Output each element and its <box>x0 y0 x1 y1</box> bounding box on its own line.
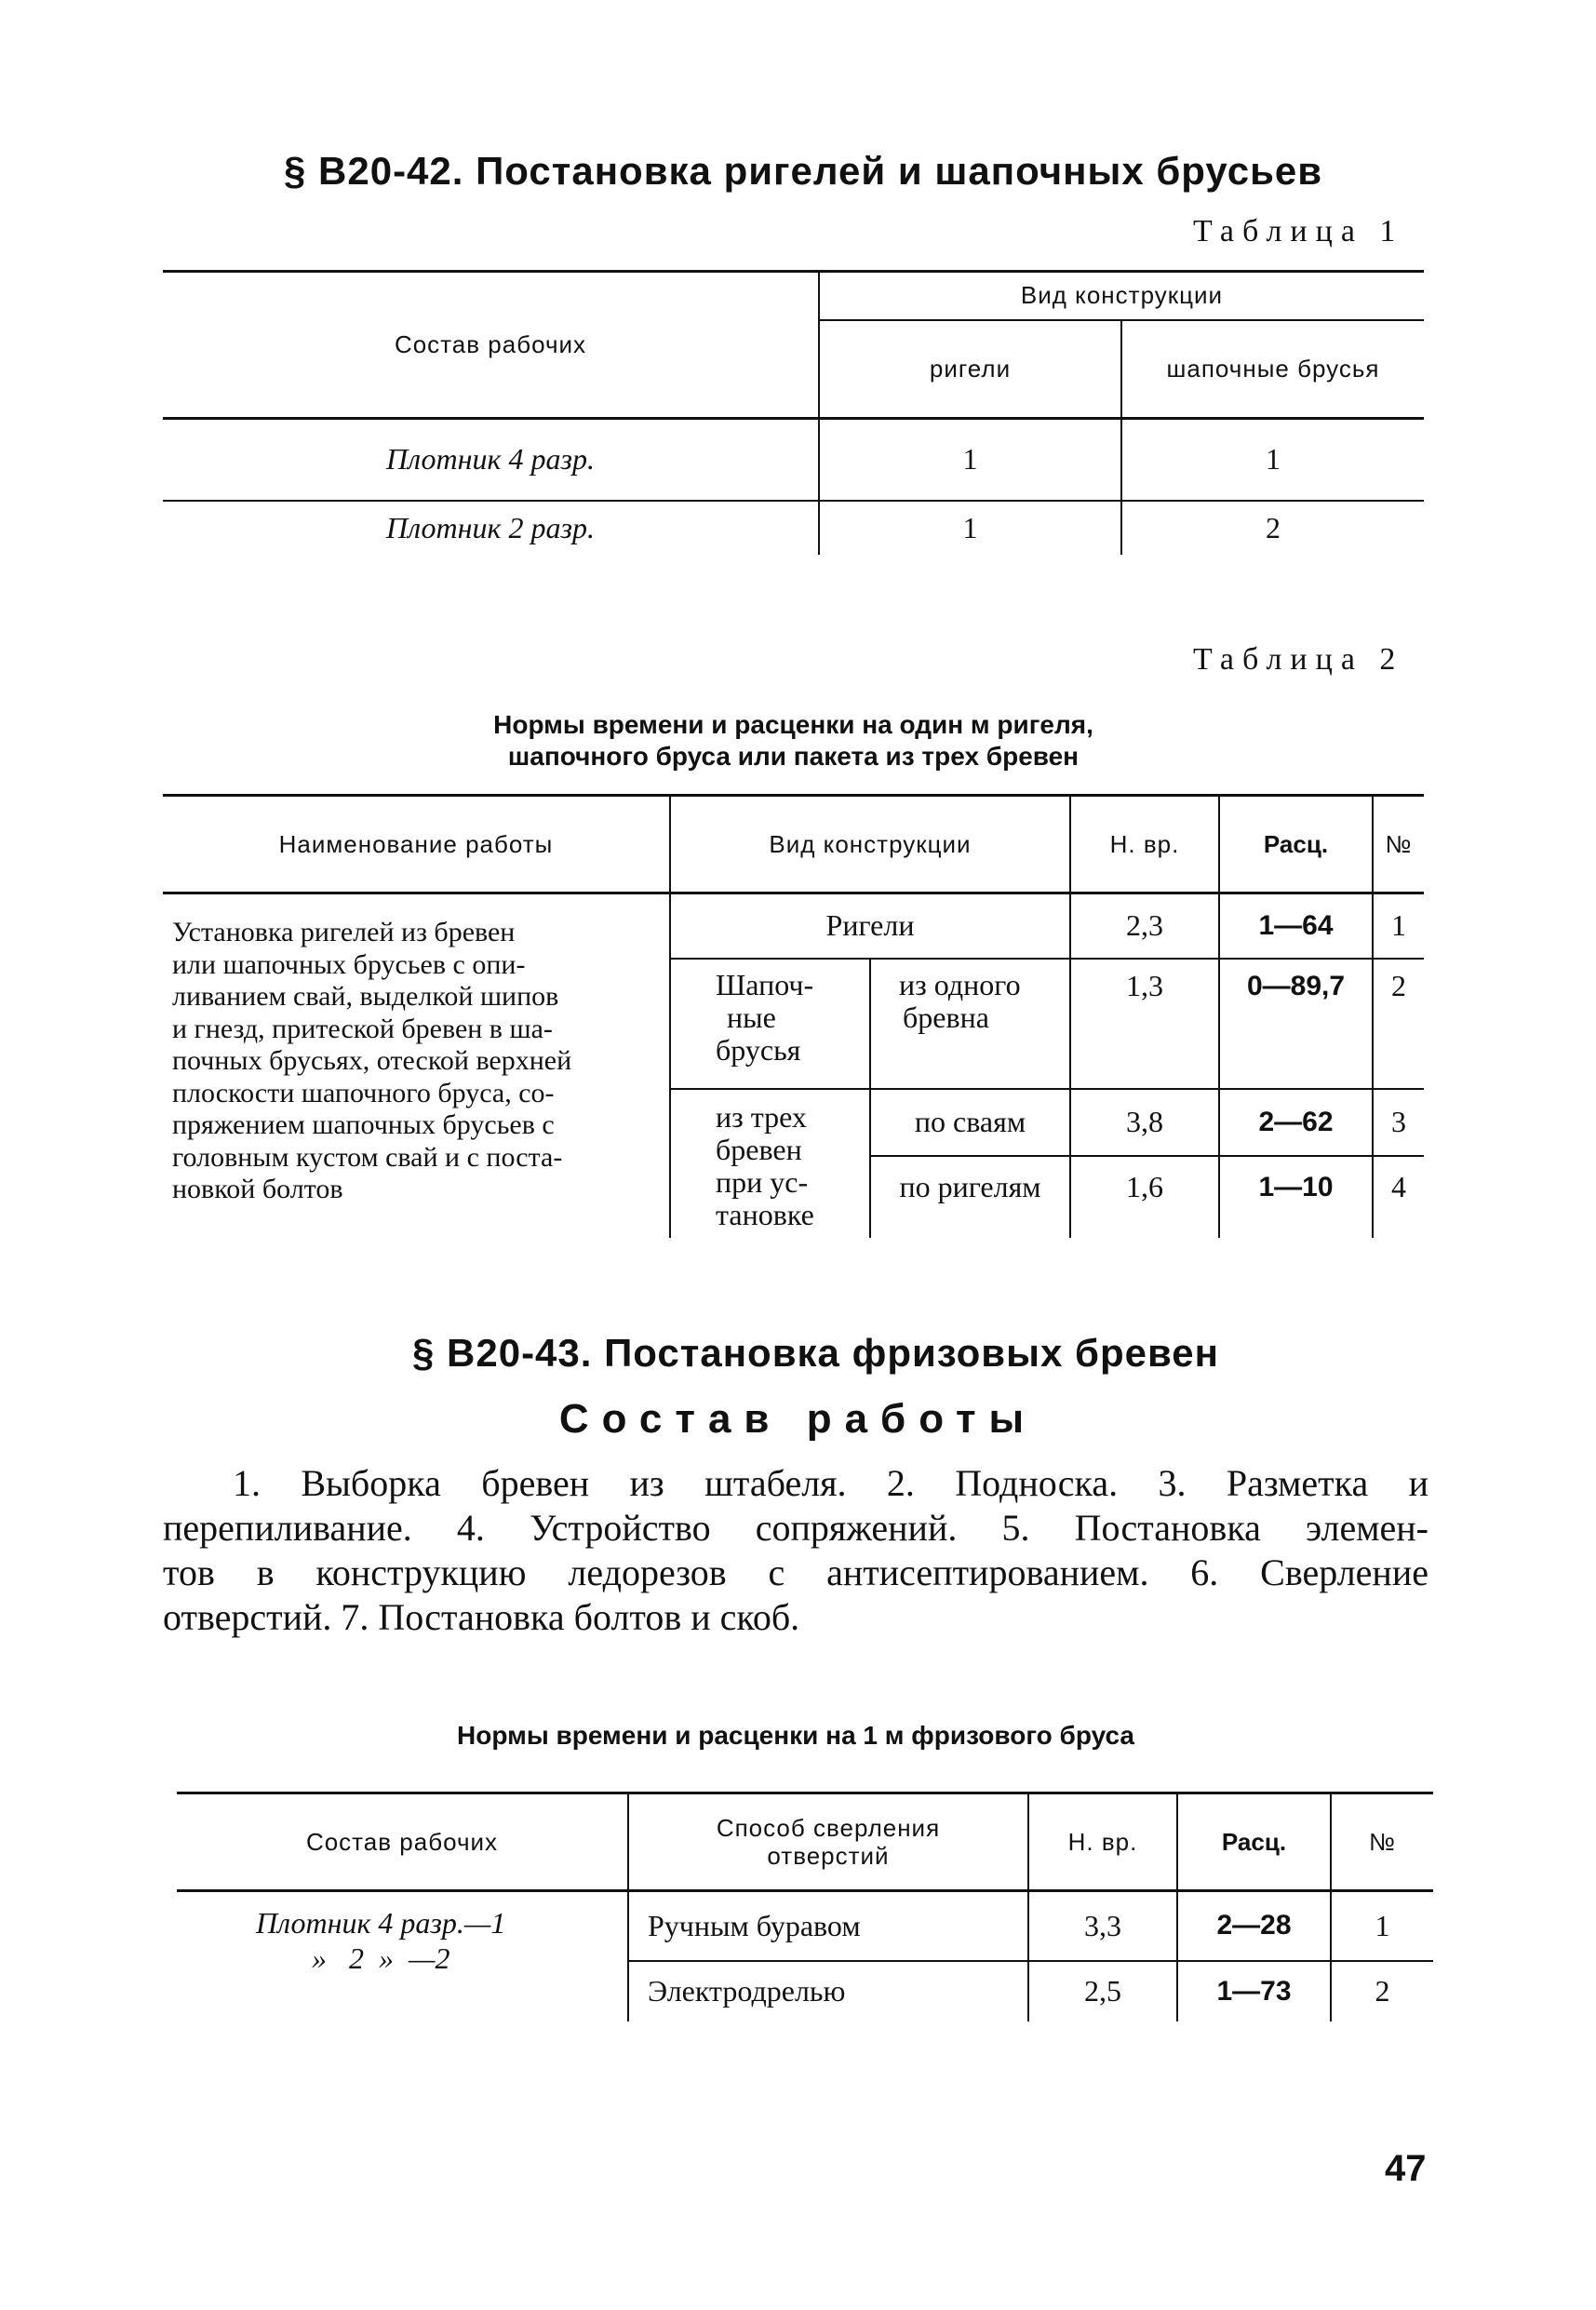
work-line: почных брусьях, отеской верхней <box>172 1045 572 1076</box>
method-header-line: Способ сверления <box>716 1814 941 1842</box>
table1-label: Таблица 1 <box>1193 214 1404 248</box>
table2-kind-one-log <box>870 959 1070 1089</box>
table1-row1-worker: Плотник 4 разр. <box>163 419 819 501</box>
table2-row1-no: 1 <box>1373 893 1424 959</box>
kind-line: брусья <box>716 1032 801 1067</box>
workers-line: » 2 » —2 <box>312 1941 450 1975</box>
table2-label: Таблица 2 <box>1193 642 1404 677</box>
table1 <box>163 270 1424 555</box>
work-line: плоскости шапочного бруса, со- <box>172 1077 555 1108</box>
method-header-line: отверстий <box>767 1842 890 1870</box>
body-line: 1. Выборка бревен из штабеля. 2. Подноска. 3. Разметка и <box>233 1462 1428 1504</box>
table1-row1-brusya: 1 <box>1121 419 1424 501</box>
workers-line: Плотник 4 разр.—1 <box>256 1906 506 1940</box>
table3-row1-method: Ручным буравом <box>628 1891 1028 1961</box>
table2-kind-rigeli: Ригели <box>670 893 1070 959</box>
table3 <box>177 1792 1433 2021</box>
kind-line: из трех <box>716 1099 807 1134</box>
table2-kind-shapochnye <box>670 959 870 1089</box>
body-line: перепиливание. 4. Устройство сопряжений. 5. Постановка элемен- <box>163 1507 1428 1549</box>
table3-row1-nvr: 3,3 <box>1028 1891 1177 1961</box>
table3-header-method <box>628 1793 1028 1891</box>
table1-header-brusya: шапочные брусья <box>1121 320 1424 419</box>
table2-kind-piles: по сваям <box>870 1089 1070 1156</box>
kind-line: бревна <box>903 1000 989 1034</box>
body-line: отверстий. 7. Постановка болтов и скоб. <box>163 1596 800 1638</box>
table2 <box>163 794 1424 1238</box>
table3-row2-method: Электродрелью <box>628 1961 1028 2021</box>
work-line: Установка ригелей из бревен <box>172 917 516 947</box>
section-title-b20-43: § B20-43. Постановка фризовых бревен <box>412 1331 1219 1375</box>
work-composition-text <box>163 1461 1428 1640</box>
table2-row3-rasc: 2—62 <box>1219 1089 1373 1156</box>
work-line: головным кустом свай и с поста- <box>172 1141 563 1173</box>
table1-row2-worker: Плотник 2 разр. <box>163 501 819 555</box>
kind-line: бревен <box>716 1132 802 1166</box>
table2-row2-nvr: 1,3 <box>1070 959 1219 1089</box>
table3-header-workers: Состав рабочих <box>177 1793 628 1891</box>
table1-header-rigeli: ригели <box>819 320 1121 419</box>
table2-row1-rasc: 1—64 <box>1219 893 1373 959</box>
kind-line: из одного <box>899 967 1021 1001</box>
table2-header-rasc: Расц. <box>1219 796 1373 893</box>
table2-header-kind: Вид конструкции <box>670 796 1070 893</box>
table2-caption-line2: шапочного бруса или пакета из трех бревен <box>507 742 1080 771</box>
table2-header-work: Наименование работы <box>163 796 670 893</box>
table1-header-workers: Состав рабочих <box>163 272 819 419</box>
kind-line: тановке <box>716 1197 814 1231</box>
work-line: ливанием свай, выделкой шипов <box>172 981 559 1012</box>
table2-caption <box>349 709 1238 772</box>
page-number: 47 <box>1385 2148 1427 2189</box>
kind-line: ные <box>727 1000 776 1034</box>
table3-header-rasc: Расц. <box>1177 1793 1331 1891</box>
table1-row1-rigeli: 1 <box>819 419 1121 501</box>
kind-line: при ус- <box>716 1164 809 1199</box>
work-line: новкой болтов <box>172 1174 343 1204</box>
table3-header-no: № <box>1331 1793 1433 1891</box>
table2-row2-rasc: 0—89,7 <box>1219 959 1373 1089</box>
table3-caption: Нормы времени и расценки на 1 м фризового бруса <box>457 1721 1134 1750</box>
table2-row3-no: 3 <box>1373 1089 1424 1156</box>
table2-header-no: № <box>1373 796 1424 893</box>
table3-row2-rasc: 1—73 <box>1177 1961 1331 2021</box>
table3-row2-no: 2 <box>1375 1974 1390 2008</box>
table2-row1-nvr: 2,3 <box>1070 893 1219 959</box>
body-line: тов в конструкцию ледорезов с антисептированием. 6. Сверление <box>163 1551 1428 1593</box>
table1-row2-brusya: 2 <box>1266 510 1281 544</box>
table2-row3-nvr: 3,8 <box>1070 1089 1219 1156</box>
section-title-b20-42: § B20-42. Постановка ригелей и шапочных брусьев <box>284 149 1323 193</box>
work-line: и гнезд, притеской бревен в ша- <box>172 1013 553 1044</box>
work-composition-heading: Состав работы <box>558 1396 1038 1442</box>
table3-row1-no: 1 <box>1331 1891 1433 1961</box>
kind-line: Шапоч- <box>716 967 814 1001</box>
table2-header-nvr: Н. вр. <box>1070 796 1219 893</box>
work-line: пряжением шапочных брусьев с <box>172 1109 555 1140</box>
table2-row4-no: 4 <box>1391 1169 1406 1203</box>
table3-header-nvr: Н. вр. <box>1028 1793 1177 1891</box>
work-line: или шапочных брусьев с опи- <box>172 948 526 980</box>
table2-row2-no: 2 <box>1373 959 1424 1089</box>
table3-row2-nvr: 2,5 <box>1028 1961 1177 2021</box>
table2-kind-three-logs <box>670 1089 870 1238</box>
table3-workers <box>177 1891 628 2021</box>
table2-row4-nvr: 1,6 <box>1070 1156 1219 1238</box>
table1-header-kind: Вид конструкции <box>819 272 1424 320</box>
table2-row4-rasc: 1—10 <box>1219 1156 1373 1238</box>
table2-work-description <box>163 893 670 1238</box>
table2-kind-rigels: по ригелям <box>870 1156 1070 1238</box>
table2-caption-line1: Нормы времени и расценки на один м ригеля, <box>493 710 1093 739</box>
table1-row2-rigeli: 1 <box>819 501 1121 555</box>
table3-row1-rasc: 2—28 <box>1177 1891 1331 1961</box>
